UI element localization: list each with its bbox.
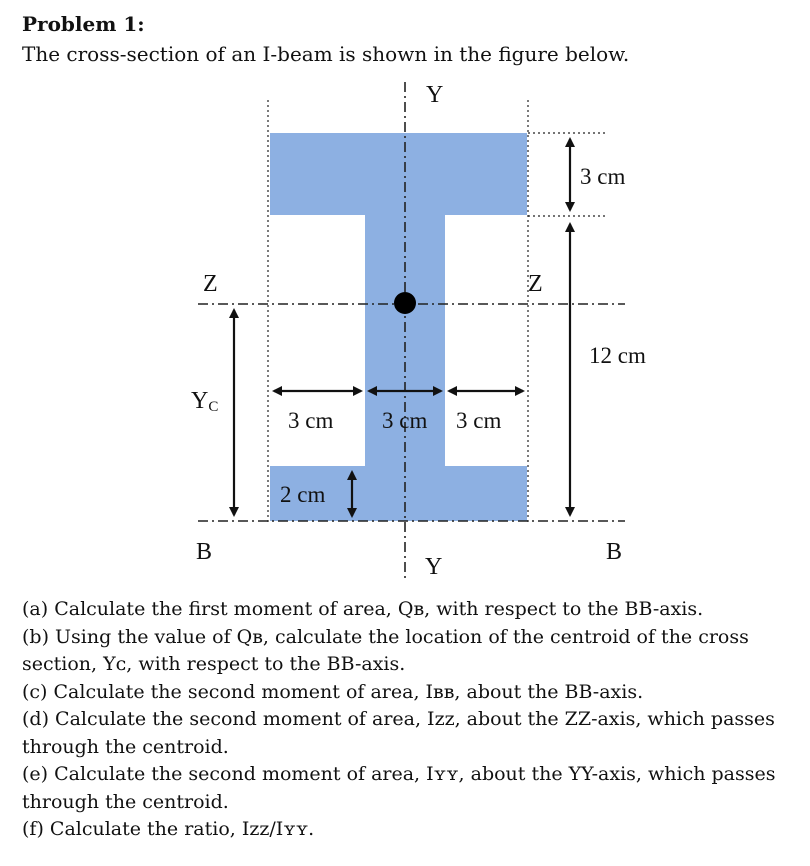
top-flange-dimension-label: 3 cm [580,164,626,189]
problem-title: Problem 1: [22,12,145,36]
z-axis-label-right: Z [528,271,543,297]
top-flange [270,133,527,215]
question-b: (b) Using the value of Qʙ, calculate the location of the centroid of the cross section, Yᴄ, with respect to the BB-axis. [22,625,749,675]
bottom-flange-dimension-label: 2 cm [280,482,326,507]
web-width-label: 3 cm [382,408,428,433]
z-axis-label-left: Z [203,271,218,297]
question-f: (f) Calculate the ratio, Iᴢᴢ/Iʏʏ. [22,818,315,840]
yc-label: YC [191,388,219,415]
question-e: (e) Calculate the second moment of area, Iʏʏ, about the YY-axis, which passes through the centroid. [22,763,776,813]
question-d: (d) Calculate the second moment of area, Iᴢᴢ, about the ZZ-axis, which passes through the centroid. [22,708,775,758]
b-axis-label-right: B [606,539,623,565]
right-overhang-label: 3 cm [456,408,502,433]
left-overhang-label: 3 cm [288,408,334,433]
y-axis-label-bottom: Y [425,554,443,580]
centroid-dot [394,292,416,314]
web-height-dimension-label: 12 cm [589,343,646,368]
i-beam-shape [270,133,527,521]
question-c: (c) Calculate the second moment of area, Iʙʙ, about the BB-axis. [22,680,644,703]
problem-intro: The cross-section of an I-beam is shown in the figure below. [22,42,630,66]
question-list [22,596,802,844]
y-axis-label-top: Y [426,82,444,108]
b-axis-label-left: B [196,539,213,565]
question-a: (a) Calculate the first moment of area, Qʙ, with respect to the BB-axis. [22,598,704,620]
